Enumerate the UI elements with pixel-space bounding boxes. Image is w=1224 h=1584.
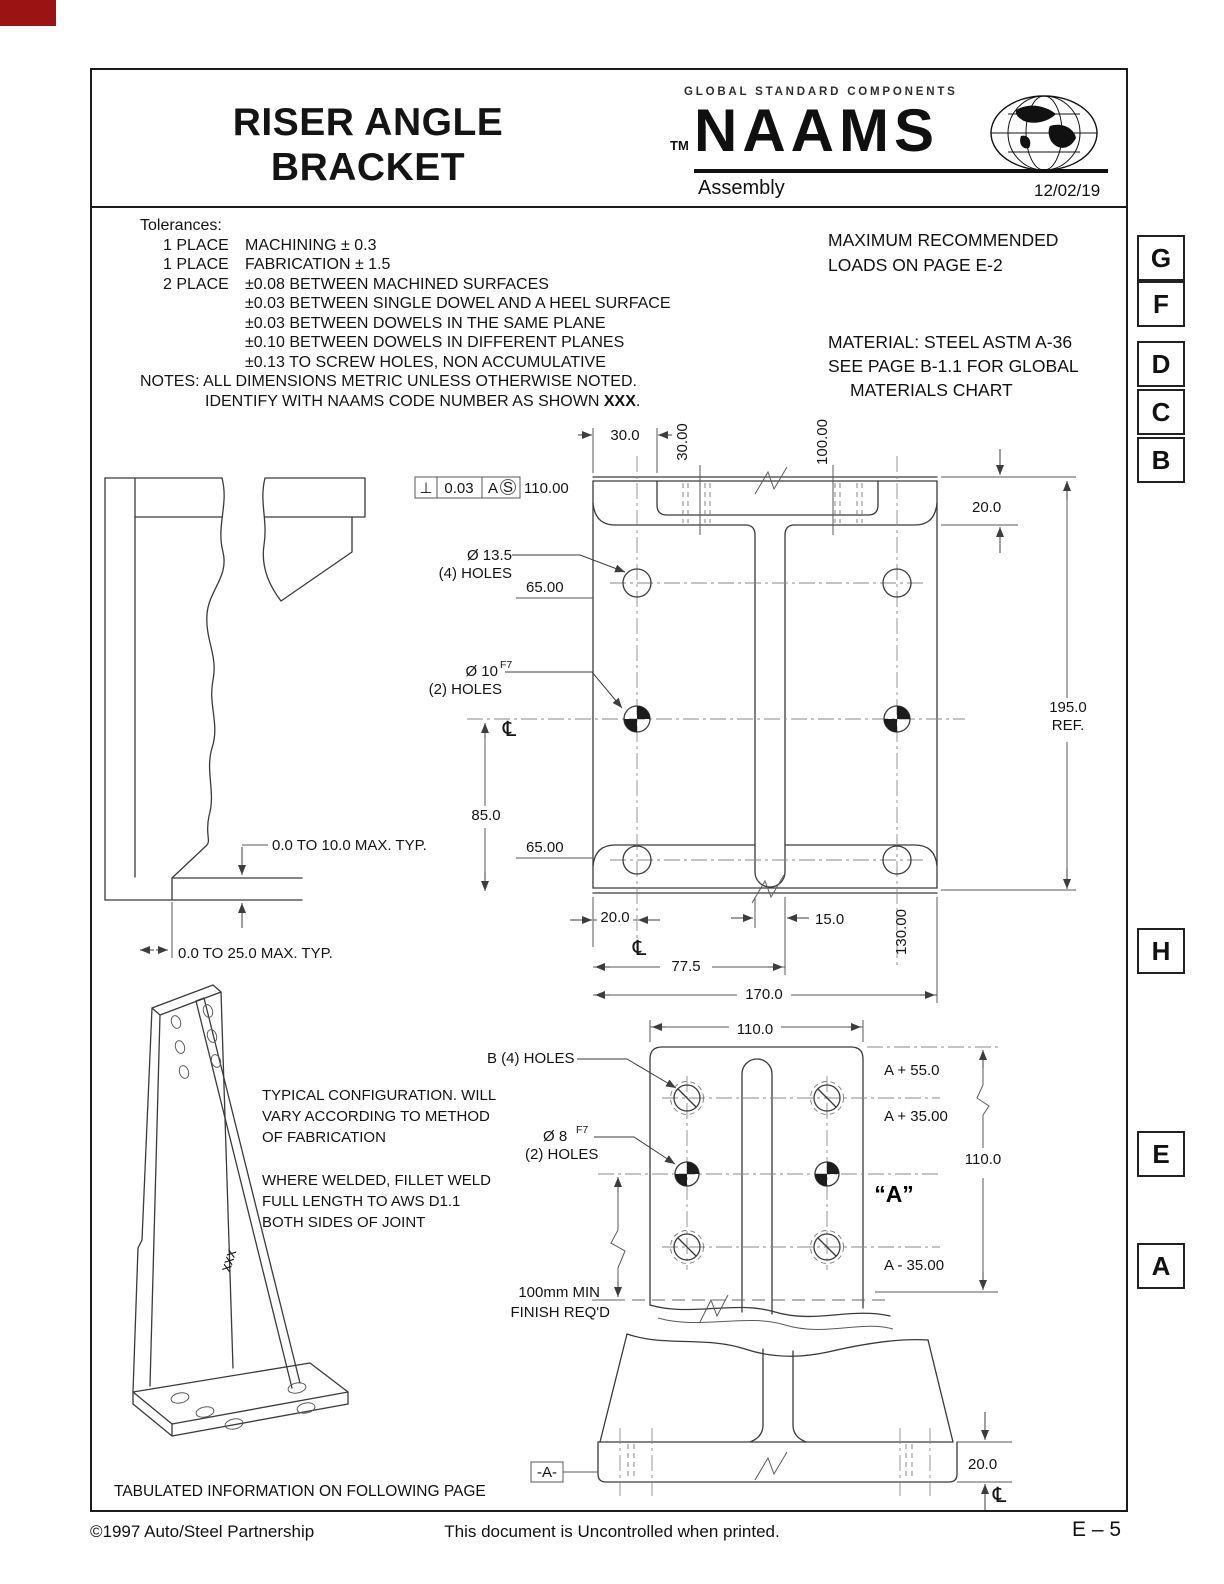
naams-code-mark: xxx — [217, 1247, 241, 1274]
hole-13-5-dia: Ø 13.5 — [466, 547, 512, 564]
gap-note-10: 0.0 TO 10.0 MAX. TYP. — [272, 837, 427, 854]
tolerance-row: 1 PLACE MACHINING ± 0.3 — [163, 236, 377, 254]
hole-10-qty: (2) HOLES — [428, 681, 502, 698]
tolerance-title: Tolerances: — [140, 217, 222, 234]
zone-label-d: D — [1137, 341, 1185, 387]
zone-label-g: G — [1137, 235, 1185, 281]
tolerance-row: 2 PLACE ±0.08 BETWEEN MACHINED SURFACES — [163, 275, 549, 293]
tolerance-row: 1 PLACE FABRICATION ± 1.5 — [163, 256, 391, 273]
finish-note-1: 100mm MIN — [518, 1284, 600, 1301]
dim-20-bottom: 20.0 — [600, 909, 630, 926]
dim-65-bottom: 65.00 — [526, 839, 564, 856]
product-line-label: Assembly — [698, 177, 785, 199]
dim-110-right: 110.0 — [964, 1151, 1002, 1168]
dim-110-00: 110.00 — [524, 480, 569, 497]
gdt-modifier: S — [502, 479, 514, 496]
dim-100-00: 100.00 — [814, 419, 831, 465]
part-title-line1: RISER ANGLE — [232, 101, 504, 144]
note-weld-2: FULL LENGTH TO AWS D1.1 — [262, 1193, 461, 1210]
part-title — [148, 100, 588, 190]
code-placeholder: XXX — [603, 392, 636, 410]
max-loads-note: MAXIMUM RECOMMENDED LOADS ON PAGE E-2 — [828, 230, 1059, 275]
uncontrolled-disclaimer: This document is Uncontrolled when printed. — [444, 1522, 780, 1541]
dim-15: 15.0 — [815, 911, 845, 928]
tolerance-row: ±0.03 BETWEEN DOWELS IN THE SAME PLANE — [245, 314, 606, 332]
dim-a-plus-35: A + 35.00 — [884, 1108, 948, 1125]
copyright-text: ©1997 Auto/Steel Partnership — [90, 1522, 315, 1541]
gdt-tolerance: 0.03 — [444, 480, 474, 497]
dim-110-plan: 110.0 — [736, 1021, 774, 1038]
dim-30-00: 30.00 — [674, 423, 691, 461]
general-note-2: IDENTIFY WITH NAAMS CODE NUMBER AS SHOWN XXX. — [205, 392, 641, 410]
note-typical-1: TYPICAL CONFIGURATION. WILL — [262, 1087, 497, 1104]
gdt-datum: A — [488, 480, 499, 497]
zone-label-h: H — [1137, 928, 1185, 974]
dim-130-00: 130.00 — [893, 909, 910, 955]
hole-8-fit: F7 — [576, 1124, 589, 1136]
centerline-symbol: ℄ — [630, 936, 649, 960]
tolerance-row: ±0.03 BETWEEN SINGLE DOWEL AND A HEEL SURFACE — [245, 295, 671, 312]
note-weld-1: WHERE WELDED, FILLET WELD — [262, 1172, 491, 1189]
hole-10-dia: Ø 10 — [465, 663, 498, 680]
brand-logo-text: NAAMS — [694, 97, 939, 164]
tolerance-block — [140, 216, 671, 411]
zone-label-e: E — [1137, 1131, 1185, 1177]
brand-tagline: GLOBAL STANDARD COMPONENTS — [684, 86, 958, 98]
zone-label-b: B — [1137, 437, 1185, 483]
tolerance-row: ±0.10 BETWEEN DOWELS IN DIFFERENT PLANES — [245, 334, 625, 351]
gap-note-25: 0.0 TO 25.0 MAX. TYP. — [178, 945, 333, 962]
dim-a-minus-35: A - 35.00 — [884, 1257, 945, 1274]
centerline-symbol: ℄ — [990, 1483, 1009, 1507]
note-typical-2: VARY ACCORDING TO METHOD — [262, 1108, 490, 1125]
zone-label-a: A — [1137, 1243, 1185, 1289]
zone-label-f: F — [1137, 281, 1185, 327]
part-title-line2: BRACKET — [270, 146, 466, 189]
revision-date: 12/02/19 — [1034, 181, 1101, 200]
dim-195-ref: REF. — [1051, 717, 1085, 734]
zone-label-c: C — [1137, 389, 1185, 435]
hole-8-dia: Ø 8 — [543, 1128, 568, 1145]
b-holes-label: B (4) HOLES — [487, 1050, 575, 1067]
header-divider — [90, 206, 1128, 208]
page-number: E – 5 — [1072, 1518, 1122, 1541]
hole-10-fit: F7 — [500, 659, 513, 671]
finish-note-2: FINISH REQ'D — [510, 1304, 610, 1321]
hole-13-5-qty: (4) HOLES — [438, 565, 512, 582]
dim-a-plus-55: A + 55.0 — [884, 1062, 940, 1079]
dim-65-top: 65.00 — [526, 579, 564, 596]
datum-a-reference: “A” — [874, 1181, 914, 1207]
general-note-1: NOTES: ALL DIMENSIONS METRIC UNLESS OTHERWISE NOTED. — [140, 373, 637, 390]
tabulated-note: TABULATED INFORMATION ON FOLLOWING PAGE — [114, 1483, 486, 1500]
globe-icon — [988, 94, 1100, 172]
tolerance-row: ±0.13 TO SCREW HOLES, NON ACCUMULATIVE — [245, 353, 606, 371]
hole-8-qty: (2) HOLES — [525, 1146, 599, 1163]
note-typical-3: OF FABRICATION — [262, 1129, 386, 1146]
dim-85: 85.0 — [471, 807, 501, 824]
datum-flag-label: -A- — [537, 1464, 557, 1481]
dim-170: 170.0 — [745, 986, 783, 1003]
centerline-symbol: ℄ — [500, 717, 519, 741]
note-weld-3: BOTH SIDES OF JOINT — [262, 1214, 426, 1231]
dim-77-5: 77.5 — [671, 958, 701, 975]
dim-20-base: 20.0 — [968, 1456, 998, 1473]
dim-30: 30.0 — [610, 427, 640, 444]
dim-20-right: 20.0 — [972, 499, 1002, 516]
material-note: MATERIAL: STEEL ASTM A-36 SEE PAGE B-1.1 FOR GLOBAL MATERIALS CHART — [828, 332, 1079, 400]
gdt-perpendicularity-symbol: ⊥ — [419, 480, 433, 497]
trademark-mark: TM — [670, 138, 689, 153]
dim-195: 195.0 — [1049, 699, 1087, 716]
